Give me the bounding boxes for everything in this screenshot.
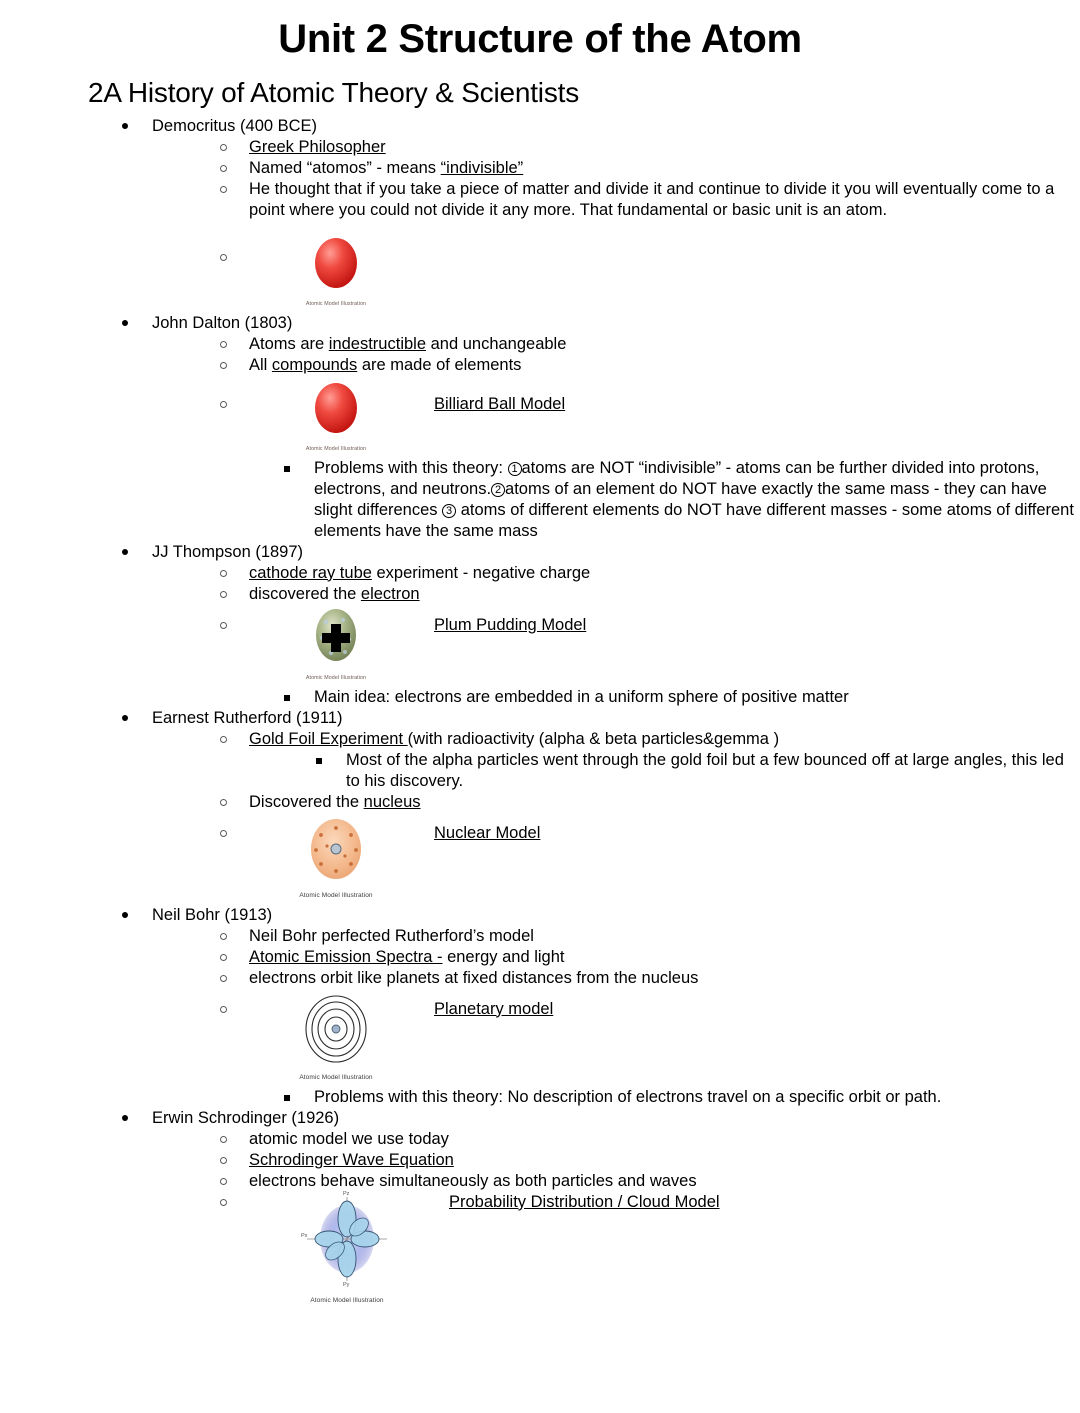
scientist-name: Neil Bohr (1913) bbox=[152, 905, 273, 924]
subpoint-text: Problems with this theory: No description of electrons travel on a specific orbit or path. bbox=[314, 1087, 942, 1106]
figure-caption: Atomic Model Illustration bbox=[305, 300, 367, 307]
figure-nuclear bbox=[277, 816, 395, 903]
point-text: Neil Bohr perfected Rutherford’s model bbox=[249, 926, 534, 945]
list-item bbox=[217, 355, 1080, 376]
list-item bbox=[217, 158, 1080, 179]
rutherford-nested bbox=[314, 750, 1080, 792]
model-label: Probability Distribution / Cloud Model bbox=[449, 1192, 720, 1211]
model-label: Billiard Ball Model bbox=[434, 394, 566, 413]
subpoint-text: Most of the alpha particles went through the gold foil but a few bounced off at large angles, this led to his discovery. bbox=[346, 750, 1064, 790]
model-figure-bohr bbox=[217, 999, 1080, 1087]
list-item bbox=[217, 947, 1080, 968]
model-figure-rutherford bbox=[217, 823, 1080, 905]
list-item bbox=[217, 729, 1080, 792]
figure-planetary bbox=[277, 994, 395, 1085]
list-item bbox=[217, 1150, 1080, 1171]
orbital-cloud-icon bbox=[299, 1187, 395, 1287]
red-sphere-icon bbox=[309, 381, 363, 435]
point-text: atomic model we use today bbox=[249, 1129, 449, 1148]
subpoint-text: Main idea: electrons are embedded in a uniform sphere of positive matter bbox=[314, 687, 849, 706]
figure-caption: Atomic Model Illustration bbox=[299, 1073, 373, 1081]
figure-red-sphere bbox=[277, 381, 395, 456]
point-text: All compounds are made of elements bbox=[249, 355, 522, 374]
list-item bbox=[217, 137, 1080, 158]
point-text: Discovered the nucleus bbox=[249, 792, 421, 811]
orbital-label-px: Px bbox=[301, 1232, 308, 1239]
point-text: Named “atomos” - means “indivisible” bbox=[249, 158, 524, 177]
circled-number-1: 1 bbox=[508, 462, 522, 476]
list-item bbox=[282, 458, 1080, 542]
thompson-points bbox=[217, 563, 1080, 708]
figure-caption: Atomic Model Illustration bbox=[305, 445, 367, 452]
circled-number-2: 2 bbox=[491, 483, 505, 497]
point-text: electrons behave simultaneously as both particles and waves bbox=[249, 1171, 697, 1190]
figure-red-sphere bbox=[277, 236, 395, 311]
scientist-jj-thompson bbox=[120, 542, 1080, 708]
orbital-label-pz: Pz bbox=[343, 1190, 350, 1197]
figure-plum-pudding bbox=[277, 606, 395, 685]
scientist-erwin-schrodinger bbox=[120, 1108, 1080, 1310]
model-label: Planetary model bbox=[434, 999, 554, 1018]
model-figure-dalton bbox=[217, 394, 1080, 458]
model-figure-democritus bbox=[217, 247, 1080, 313]
orbital-label-py: Py bbox=[343, 1281, 350, 1287]
rutherford-points bbox=[217, 729, 1080, 905]
bohr-subpoints bbox=[282, 1087, 1080, 1108]
document-page bbox=[0, 16, 1080, 1413]
figure-caption: Atomic Model Illustration bbox=[310, 1296, 384, 1304]
subpoint-text: Problems with this theory: 1 atoms are NOT “indivisible” - atoms can be further divided into protons, electrons, and neutrons. 2 atoms of an element do NOT have exactly the same mass - they can have slight differences 3 atoms of different elements do NOT have different masses - some atoms of different elements have the same mass bbox=[314, 458, 1074, 540]
point-text: He thought that if you take a piece of matter and divide it and continue to divide it you will eventually come to a point where you could not divide it any more. That fundamental or basic unit is an atom. bbox=[249, 179, 1055, 219]
point-text: Atoms are indestructible and unchangeable bbox=[249, 334, 567, 353]
model-figure-thompson bbox=[217, 615, 1080, 687]
figure-caption: Atomic Model Illustration bbox=[299, 891, 373, 899]
scientist-name: Erwin Schrodinger (1926) bbox=[152, 1108, 340, 1127]
democritus-points bbox=[217, 137, 1080, 313]
outline-root bbox=[120, 116, 1080, 1310]
scientist-name: Democritus (400 BCE) bbox=[152, 116, 318, 135]
point-text: cathode ray tube experiment - negative charge bbox=[249, 563, 591, 582]
list-item bbox=[282, 1087, 1080, 1108]
list-item bbox=[217, 1129, 1080, 1150]
page-title: Unit 2 Structure of the Atom bbox=[278, 17, 802, 61]
point-text: Greek Philosopher bbox=[249, 137, 386, 156]
scientist-name: Earnest Rutherford (1911) bbox=[152, 708, 343, 727]
bohr-points bbox=[217, 926, 1080, 1108]
plum-pudding-icon bbox=[309, 606, 363, 664]
figure-orbital-cloud bbox=[283, 1187, 411, 1308]
nuclear-model-icon bbox=[305, 816, 367, 882]
list-item bbox=[217, 926, 1080, 947]
point-text: Atomic Emission Spectra - energy and light bbox=[249, 947, 565, 966]
list-item bbox=[217, 563, 1080, 584]
circled-number-3: 3 bbox=[442, 504, 456, 518]
red-sphere-icon bbox=[309, 236, 363, 290]
dalton-points bbox=[217, 334, 1080, 542]
point-text: discovered the electron bbox=[249, 584, 420, 603]
scientist-name: John Dalton (1803) bbox=[152, 313, 293, 332]
list-item bbox=[217, 968, 1080, 989]
thompson-subpoints bbox=[282, 687, 1080, 708]
model-label: Nuclear Model bbox=[434, 823, 541, 842]
scientist-democritus bbox=[120, 116, 1080, 313]
schrodinger-points bbox=[217, 1129, 1080, 1310]
scientist-name: JJ Thompson (1897) bbox=[152, 542, 304, 561]
dalton-subpoints bbox=[282, 458, 1080, 542]
model-label: Plum Pudding Model bbox=[434, 615, 587, 634]
figure-caption: Atomic Model Illustration bbox=[305, 674, 367, 681]
list-item bbox=[314, 750, 1080, 792]
planetary-model-icon bbox=[303, 994, 369, 1064]
point-text: Schrodinger Wave Equation bbox=[249, 1150, 454, 1169]
list-item bbox=[282, 687, 1080, 708]
model-figure-schrodinger bbox=[217, 1192, 1080, 1310]
point-text: Gold Foil Experiment (with radioactivity (alpha & beta particles&gemma ) bbox=[249, 729, 780, 748]
point-text: electrons orbit like planets at fixed distances from the nucleus bbox=[249, 968, 699, 987]
scientist-earnest-rutherford bbox=[120, 708, 1080, 905]
list-item bbox=[217, 179, 1080, 221]
scientist-john-dalton bbox=[120, 313, 1080, 542]
list-item bbox=[217, 792, 1080, 813]
list-item bbox=[217, 334, 1080, 355]
section-heading: 2A History of Atomic Theory & Scientists bbox=[88, 77, 580, 108]
list-item bbox=[217, 584, 1080, 605]
scientist-neil-bohr bbox=[120, 905, 1080, 1108]
